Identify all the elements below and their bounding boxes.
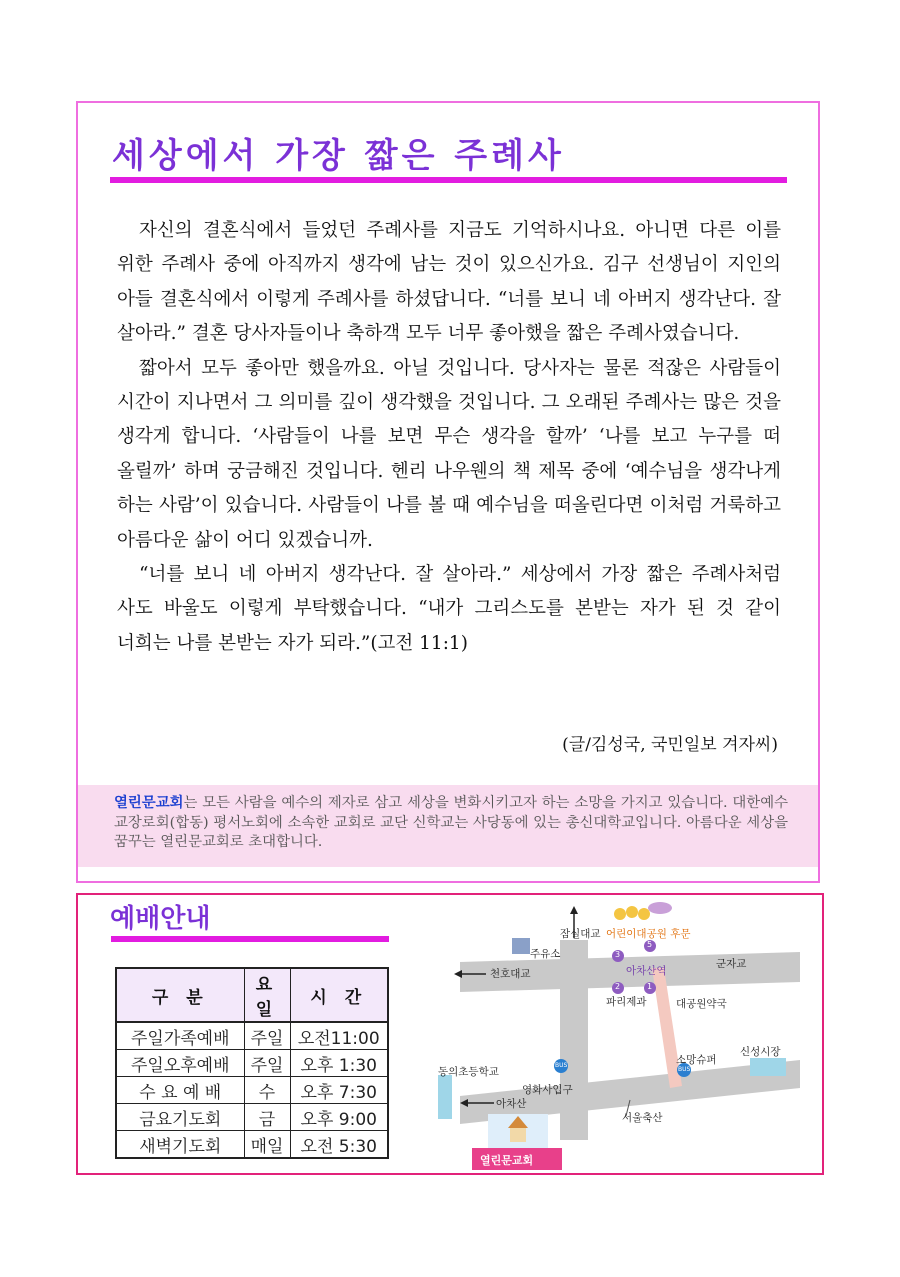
park-icon [626,906,638,918]
header-day: 요일 [244,968,290,1022]
north-arrow-head [570,906,578,914]
church-building-icon [510,1128,526,1142]
church-name: 열린문교회 [114,795,184,811]
gas-station-icon [512,938,530,954]
school-building [438,1075,452,1119]
label-paris: 파리제과 [606,996,647,1008]
header-time: 시 간 [290,968,388,1022]
table-row [116,1077,388,1104]
label-park: 어린이대공원 후문 [606,928,691,940]
service-time: 오전11:00 [290,1022,388,1050]
label-church: 열린문교회 [480,1154,534,1167]
park-icon [638,908,650,920]
header-category: 구 분 [116,968,244,1022]
service-name: 금요기도회 [116,1104,244,1131]
table-header-row [116,968,388,1022]
label-jamsil: 잠실대교 [560,928,601,940]
table-row [116,1050,388,1077]
label-dongui: 동의초등학교 [438,1066,499,1078]
label-sinseong: 신성시장 [740,1046,781,1058]
service-time: 오후 1:30 [290,1050,388,1077]
service-day: 주일 [244,1050,290,1077]
service-name: 주일오후예배 [116,1050,244,1077]
label-yeonghwa: 영화사입구 [522,1084,573,1096]
table-row [116,1022,388,1050]
worship-schedule-table [115,967,389,1159]
park-umbrella-icon [648,902,672,914]
exit-1-label: 1 [647,982,653,991]
notice-text: 는 모든 사람을 예수의 제자로 삼고 세상을 변화시키고자 하는 소망을 가지고 있습니다. 대한예수교장로회(합동) 평서노회에 소속한 교회로 교단 신학교는 사당동에 있는 총신대학교입니다. 아름다운 세상을 꿈꾸는 열린문교회로 초대합니다. [114,795,788,850]
church-notice [78,785,818,867]
worship-title: 예배안내 [110,904,211,934]
article-paragraph-2: 짧아서 모두 좋아만 했을까요. 아닐 것입니다. 당사자는 물론 적잖은 사람들이 시간이 지나면서 그 의미를 깊이 생각했을 것입니다. 그 오래된 주례사는 많은 것을 생각게 합니다. ‘사람들이 나를 보면 무슨 생각을 할까’ ‘나를 보고 누구를 떠 올릴까’ 하며 궁금해진 것입니다. 헨리 나우웬의 책 제목 중에 ‘예수님을 생각나게 하는 사람’이 있습니다. 사람들이 나를 볼 때 예수님을 떠올린다면 이처럼 거룩하고 아름다운 삶이 어디 있겠습니까. [117,357,781,551]
arrow-cheonho-head [454,970,462,978]
title-underline [110,177,787,183]
table-row [116,1131,388,1159]
service-name: 수 요 예 배 [116,1077,244,1104]
article-byline: (글/김성국, 국민일보 겨자씨) [562,735,778,755]
exit-5-label: 5 [647,940,653,949]
worship-underline [111,936,389,942]
service-time: 오전 5:30 [290,1131,388,1159]
article-title: 세상에서 가장 짧은 주례사 [112,136,565,176]
article-body [117,214,781,661]
service-time: 오후 7:30 [290,1077,388,1104]
label-somang: 소망슈퍼 [676,1054,717,1066]
label-achasan: 아차산 [496,1098,527,1110]
bus-label: BUS [555,1062,568,1069]
service-time: 오후 9:00 [290,1104,388,1131]
bus-label: BUS [678,1066,691,1073]
market-building [750,1058,786,1076]
park-icon [614,908,626,920]
label-gas: 주유소 [530,948,561,960]
service-day: 주일 [244,1022,290,1050]
exit-3-label: 3 [615,950,621,959]
article-paragraph-1: 자신의 결혼식에서 들었던 주례사를 지금도 기억하시나요. 아니면 다른 이를 위한 주례사 중에 아직까지 생각에 남는 것이 있으신가요. 김구 선생님이 지인의 아들 결혼식에서 이렇게 주례사를 하셨답니다. “너를 보니 네 아버지 생각난다. 잘 살아라.” 결혼 당사자들이나 축하객 모두 너무 좋아했을 짧은 주례사였습니다. [117,220,781,345]
service-name: 주일가족예배 [116,1022,244,1050]
article-paragraph-3: “너를 보니 네 아버지 생각난다. 잘 살아라.” 세상에서 가장 짧은 주례사처럼 사도 바울도 이렇게 부탁했습니다. “내가 그리스도를 본받는 자가 된 것 같이 너희는 나를 본받는 자가 되라.”(고전 11:1) [117,564,781,654]
table-row [116,1104,388,1131]
service-day: 금 [244,1104,290,1131]
label-gunja: 군자교 [716,958,747,970]
service-day: 수 [244,1077,290,1104]
label-seoul-meat: 서울축산 [622,1112,663,1124]
location-map [420,900,800,1172]
label-station: 아차산역 [626,965,667,977]
exit-2-label: 2 [615,982,621,991]
label-pharmacy: 대공원약국 [676,998,727,1010]
service-day: 매일 [244,1131,290,1159]
label-cheonho: 천호대교 [490,968,531,980]
service-name: 새벽기도회 [116,1131,244,1159]
